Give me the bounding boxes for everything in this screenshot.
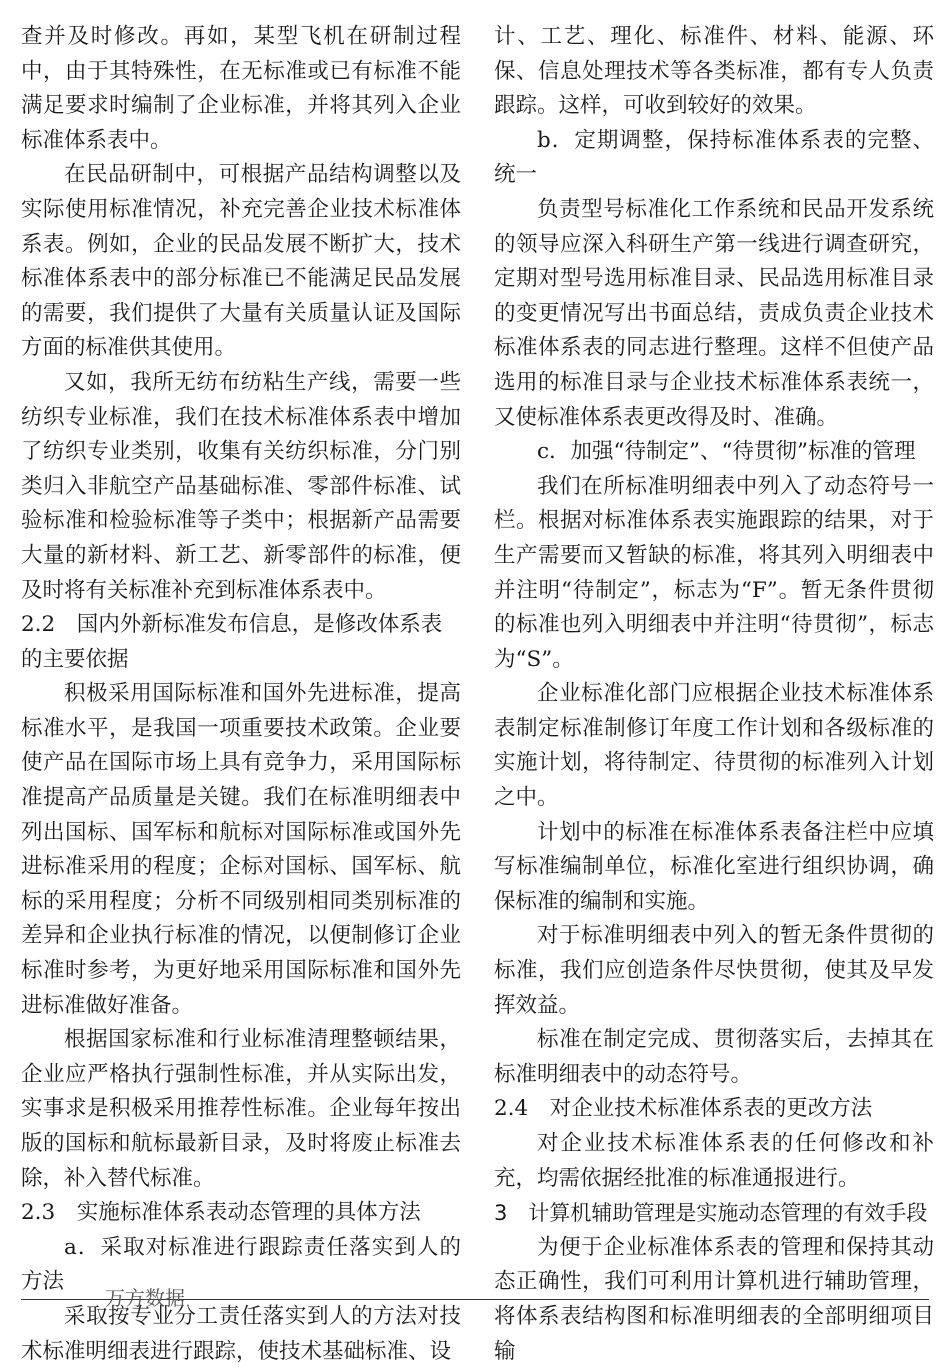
paragraph: 企业标准化部门应根据企业技术标准体系表制定标准制修订年度工作计划和各级标准的实施计划，将待制定、待贯彻的标准列入计划之中。 — [494, 681, 934, 811]
right-column — [494, 20, 934, 1369]
paragraph: 根据国家标准和行业标准清理整顿结果，企业应严格执行强制性标准，并从实际出发，实事求是积极采用推荐性标准。企业每年按出版的国标和航标最新目录，及时将废止标准去除，补入替代标准。 — [21, 1027, 461, 1191]
paragraph: a．采取对标准进行跟踪责任落实到人的方法 — [21, 1234, 461, 1295]
paragraph: 对于标准明细表中列入的暂无条件贯彻的标准，我们应创造条件尽快贯彻，使其及早发挥效益。 — [494, 923, 934, 1018]
paragraph: 在民品研制中，可根据产品结构调整以及实际使用标准情况，补充完善企业技术标准体系表。例如，企业的民品发展不断扩大，技术标准体系表中的部分标准已不能满足民品发展的需要，我们提供了大量有关质量认证及国际方面的标准供其使用。 — [21, 162, 461, 361]
chapter-heading: 3 计算机辅助管理是实施动态管理的有效手段 — [494, 1201, 928, 1226]
paragraph: 又如，我所无纺布纺粘生产线，需要一些纺织专业标准，我们在技术标准体系表中增加了纺织专业类别，收集有关纺织标准，分门别类归入非航空产品基础标准、零部件标准、试验标准和检验标准等子类中；根据新产品需要大量的新材料、新工艺、新零部件的标准，便及时将有关标准补充到标准体系表中。 — [21, 369, 461, 603]
paragraph: 积极采用国际标准和国外先进标准，提高标准水平，是我国一项重要技术政策。企业要使产品在国际市场上具有竞争力，采用国际标准提高产品质量是关键。我们在标准明细表中列出国标、国军标和航标对国际标准或国外先进标准采用的程度；企标对国标、国军标、航标的采用程度；分析不同级别相同类别标准的差异和企业执行标准的情况，以便制修订企业标准时参考，为更好地采用国际标准和国外先进标准做好准备。 — [21, 681, 461, 1018]
watermark-logo: 万方数据 — [105, 1286, 185, 1310]
paragraph-continued: 查并及时修改。再如，某型飞机在研制过程中，由于其特殊性，在无标准或已有标准不能满足要求时编制了企业标准，并将其列入企业标准体系表中。 — [21, 24, 461, 153]
paragraph: 我们在所标准明细表中列入了动态符号一栏。根据对标准体系表实施跟踪的结果，对于生产需要而又暂缺的标准，将其列入明细表中并注明“待制定”，标志为“F”。暂无条件贯彻的标准也列入明细表中并注明“待贯彻”，标志为“S”。 — [494, 473, 934, 672]
paragraph: 负责型号标准化工作系统和民品开发系统的领导应深入科研生产第一线进行调查研究，定期对型号选用标准目录、民品选用标准目录的变更情况写出书面总结，责成负责企业技术标准体系表的同志进行整理。这样不但使产品选用的标准目录与企业技术标准体系表统一，又使标准体系表更改得及时、准确。 — [494, 196, 934, 430]
paragraph: 计划中的标准在标准体系表备注栏中应填写标准编制单位，标准化室进行组织协调，确保标准的编制和实施。 — [494, 819, 934, 914]
paragraph: b．定期调整，保持标准体系表的完整、统一 — [494, 127, 934, 188]
paragraph: 对企业技术标准体系表的任何修改和补充，均需依据经批准的标准通报进行。 — [494, 1131, 934, 1191]
paragraph: c．加强“待制定”、“待贯彻”标准的管理 — [537, 439, 916, 465]
paragraph-continued: 计、工艺、理化、标准件、材料、能源、环保、信息处理技术等各类标准，都有专人负责跟踪。这样，可收到较好的效果。 — [494, 24, 934, 119]
paragraph: 为便于企业标准体系表的管理和保持其动态正确性，我们可利用计算机进行辅助管理，将体系表结构图和标准明细表的全部明细项目输 — [494, 1234, 934, 1364]
section-heading: 2.4 对企业技术标准体系表的更改方法 — [494, 1096, 873, 1122]
left-column — [21, 20, 461, 1369]
paragraph: 标准在制定完成、贯彻落实后，去掉其在标准明细表中的动态符号。 — [494, 1027, 934, 1087]
section-heading: 2.3 实施标准体系表动态管理的具体方法 — [21, 1200, 421, 1226]
section-heading: 2.2 国内外新标准发布信息，是修改体系表的主要依据 — [21, 612, 443, 672]
paragraph: 采取按专业分工责任落实到人的方法对技术标准明细表进行跟踪，使技术基础标准、设 — [21, 1303, 461, 1364]
